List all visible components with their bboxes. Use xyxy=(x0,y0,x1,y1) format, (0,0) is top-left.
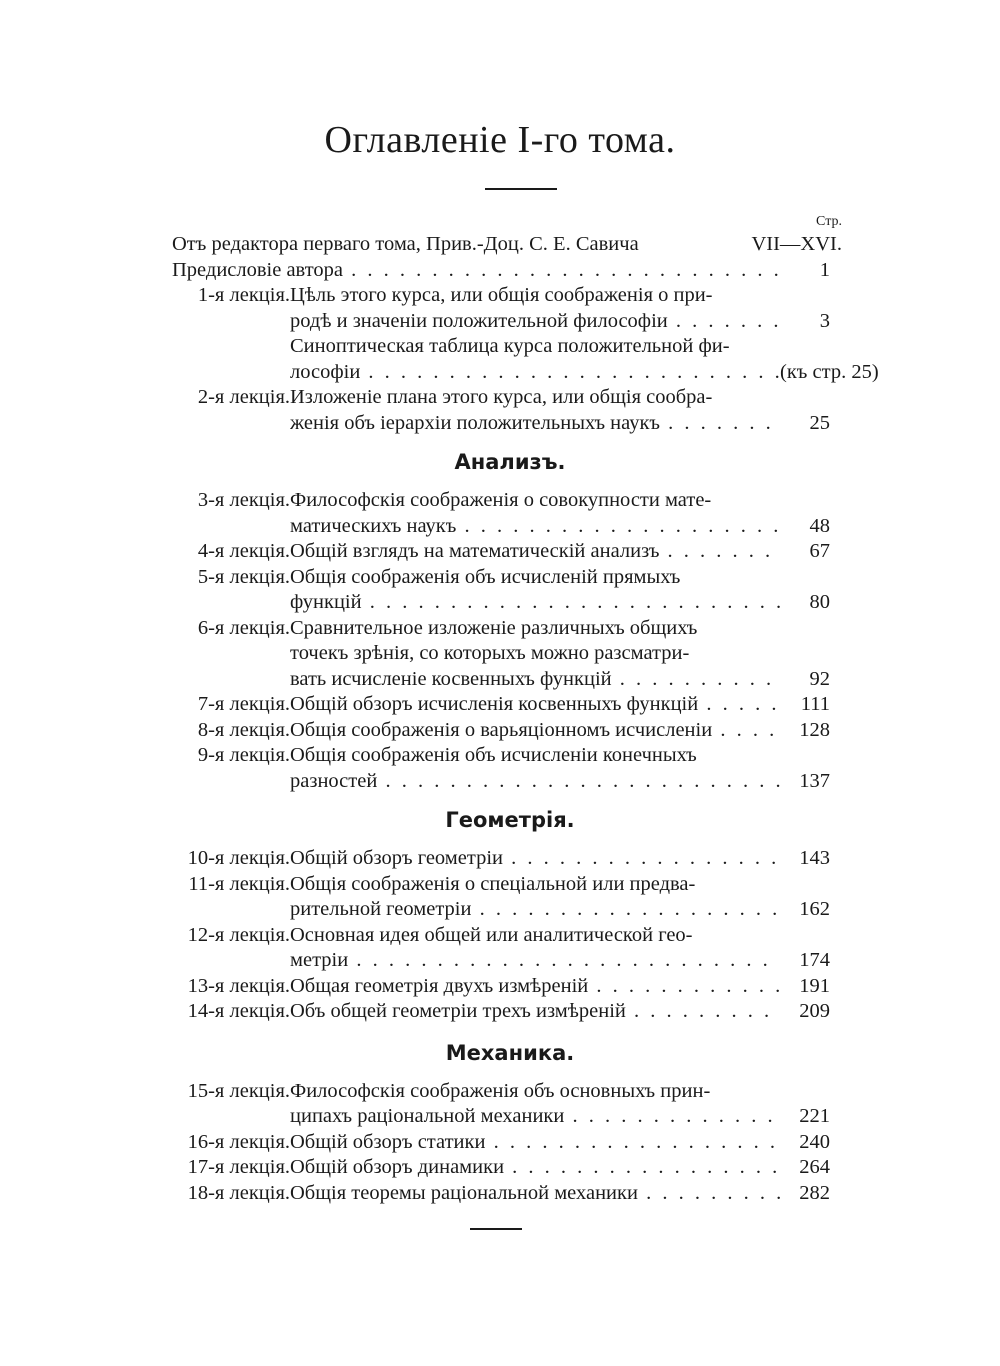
entry-title: Общія соображенія объ исчисленіи конечныхъ xyxy=(290,744,697,766)
entry-title: Объ общей геометріи трехъ измѣреній . . . xyxy=(290,999,780,1025)
entry-title: Предисловіе автора . . . xyxy=(172,258,780,284)
lecture-number: 9-я лекція. xyxy=(197,744,290,766)
entry-title: матическихъ наукъ . . . xyxy=(290,514,780,540)
lecture-number: 2-я лекція. xyxy=(197,386,290,408)
lecture-number: 12-я лекція. xyxy=(187,923,290,946)
entry-page: 48 xyxy=(809,514,830,537)
entry-title: рительной геометріи . . . xyxy=(290,897,780,923)
toc-entry-continuation xyxy=(0,641,1000,667)
entry-title: Отъ редактора перваго тома, Прив.-Доц. С. Е. Савича xyxy=(172,233,639,255)
toc-entry-continuation xyxy=(0,411,1000,437)
entry-page: 209 xyxy=(799,1000,830,1022)
entry-page: 128 xyxy=(799,718,830,741)
toc-entry xyxy=(0,565,1000,591)
entry-title: Общія соображенія о спеціальной или предва- xyxy=(290,872,696,895)
lecture-number: 18-я лекція. xyxy=(187,1181,290,1204)
entry-title: Общая геометрія двухъ измѣреній . . . xyxy=(290,974,780,1000)
section-heading: Механика. xyxy=(445,1040,575,1065)
entry-title: Общій обзоръ динамики . . . xyxy=(290,1155,780,1181)
lecture-number: 13-я лекція. xyxy=(187,974,290,997)
toc-entry-continuation xyxy=(0,309,1000,335)
entry-title: Сравнительное изложеніе различныхъ общихъ xyxy=(290,616,698,639)
entry-page: 264 xyxy=(799,1156,830,1178)
entry-page: 80 xyxy=(809,591,830,613)
toc-entry xyxy=(0,539,1000,565)
lecture-number: 3-я лекція. xyxy=(197,489,290,511)
title-divider xyxy=(485,188,557,190)
entry-page: (къ стр. 25) xyxy=(780,360,879,383)
toc-entry xyxy=(0,846,1000,872)
toc-entry xyxy=(0,1181,1000,1207)
entry-page: 221 xyxy=(799,1105,830,1127)
section-heading: Геометрія. xyxy=(445,808,575,832)
entry-page: 111 xyxy=(800,693,830,715)
toc-entry xyxy=(0,334,1000,360)
entry-title: Синоптическая таблица курса положительной фи- xyxy=(290,335,730,357)
page-title: Оглавленіе I-го тома. xyxy=(324,119,676,161)
entry-page: 143 xyxy=(799,847,830,869)
lecture-number: 15-я лекція. xyxy=(187,1079,290,1102)
toc-entry xyxy=(0,923,1000,949)
toc-entry xyxy=(0,718,1000,744)
lecture-number: 6-я лекція. xyxy=(197,616,290,639)
entry-title: лософіи . . . xyxy=(290,360,780,386)
toc-entry xyxy=(0,692,1000,718)
entry-title: Общій обзоръ исчисленія косвенныхъ функцій . . . xyxy=(290,692,780,718)
entry-title: Философскія соображенія объ основныхъ прин- xyxy=(290,1079,711,1102)
toc-entry xyxy=(0,385,1000,411)
toc-entry xyxy=(0,999,1000,1025)
entry-title: Общія соображенія объ исчисленій прямыхъ xyxy=(290,565,681,588)
lecture-number: 11-я лекція. xyxy=(188,872,290,895)
toc-entry-continuation xyxy=(0,897,1000,923)
entry-page: 174 xyxy=(799,949,830,971)
toc-entry-continuation xyxy=(0,948,1000,974)
entry-title: женія объ іерархіи положительныхъ наукъ . . . xyxy=(290,411,780,437)
entry-title: функцій . . . xyxy=(290,590,780,616)
toc-entry-continuation xyxy=(0,590,1000,616)
entry-title: точекъ зрѣнія, со которыхъ можно разсматри- xyxy=(290,642,690,664)
entry-title: Цѣль этого курса, или общія соображенія о при- xyxy=(290,284,713,306)
entry-page: 282 xyxy=(799,1181,830,1204)
entry-page: 191 xyxy=(799,974,830,997)
lecture-number: 10-я лекція. xyxy=(187,847,290,869)
entry-title: Общій взглядъ на математическій анализъ . . . xyxy=(290,539,780,565)
entry-page: VII—XVI. xyxy=(751,233,842,255)
lecture-number: 7-я лекція. xyxy=(197,693,290,715)
entry-title: ципахъ раціональной механики . . . xyxy=(290,1104,780,1130)
lecture-number: 1-я лекція. xyxy=(197,284,290,306)
entry-title: вать исчисленіе косвенныхъ функцій . . . xyxy=(290,667,780,693)
lecture-number: 17-я лекція. xyxy=(187,1156,290,1178)
lecture-number: 5-я лекція. xyxy=(197,565,290,588)
entry-title: Общія теоремы раціональной механики . . . xyxy=(290,1181,780,1207)
toc-entry-continuation xyxy=(0,769,1000,795)
toc-entry xyxy=(0,1079,1000,1105)
table-of-contents xyxy=(0,232,1000,1206)
toc-entry xyxy=(0,872,1000,898)
toc-entry xyxy=(0,1155,1000,1181)
toc-entry xyxy=(0,258,1000,284)
section-heading: Анализъ. xyxy=(454,450,566,474)
entry-title: Основная идея общей или аналитической гео- xyxy=(290,923,693,946)
toc-entry-continuation xyxy=(0,667,1000,693)
toc-entry-continuation xyxy=(0,360,1000,386)
toc-entry xyxy=(0,283,1000,309)
entry-title: Общія соображенія о варьяціонномъ исчисленіи . . . xyxy=(290,718,780,744)
lecture-number: 4-я лекція. xyxy=(197,540,290,562)
entry-title: Философскія соображенія о совокупности мате- xyxy=(290,489,712,511)
entry-title: Общій обзоръ геометріи . . . xyxy=(290,846,780,872)
toc-entry xyxy=(0,743,1000,769)
entry-title: Изложеніе плана этого курса, или общія сообра- xyxy=(290,386,713,408)
entry-title: родѣ и значеніи положительной философіи . . . xyxy=(290,309,780,335)
entry-page: 1 xyxy=(819,258,830,281)
page-column-header: Стр. xyxy=(816,214,842,229)
entry-page: 92 xyxy=(809,667,830,690)
entry-page: 3 xyxy=(819,309,830,332)
entry-page: 240 xyxy=(799,1130,830,1153)
toc-entry xyxy=(0,232,1000,258)
toc-entry-continuation xyxy=(0,1104,1000,1130)
entry-title: метріи . . . xyxy=(290,948,780,974)
lecture-number: 16-я лекція. xyxy=(187,1130,290,1153)
entry-title: разностей . . . xyxy=(290,769,780,795)
entry-page: 137 xyxy=(799,769,830,792)
toc-entry xyxy=(0,488,1000,514)
entry-page: 162 xyxy=(799,898,830,920)
toc-entry xyxy=(0,974,1000,1000)
entry-title: Общій обзоръ статики . . . xyxy=(290,1130,780,1156)
lecture-number: 14-я лекція. xyxy=(187,1000,290,1022)
toc-entry xyxy=(0,616,1000,642)
toc-entry-continuation xyxy=(0,514,1000,540)
entry-page: 67 xyxy=(809,540,830,562)
lecture-number: 8-я лекція. xyxy=(197,718,290,741)
end-divider xyxy=(470,1228,522,1230)
toc-entry xyxy=(0,1130,1000,1156)
entry-page: 25 xyxy=(809,411,830,434)
